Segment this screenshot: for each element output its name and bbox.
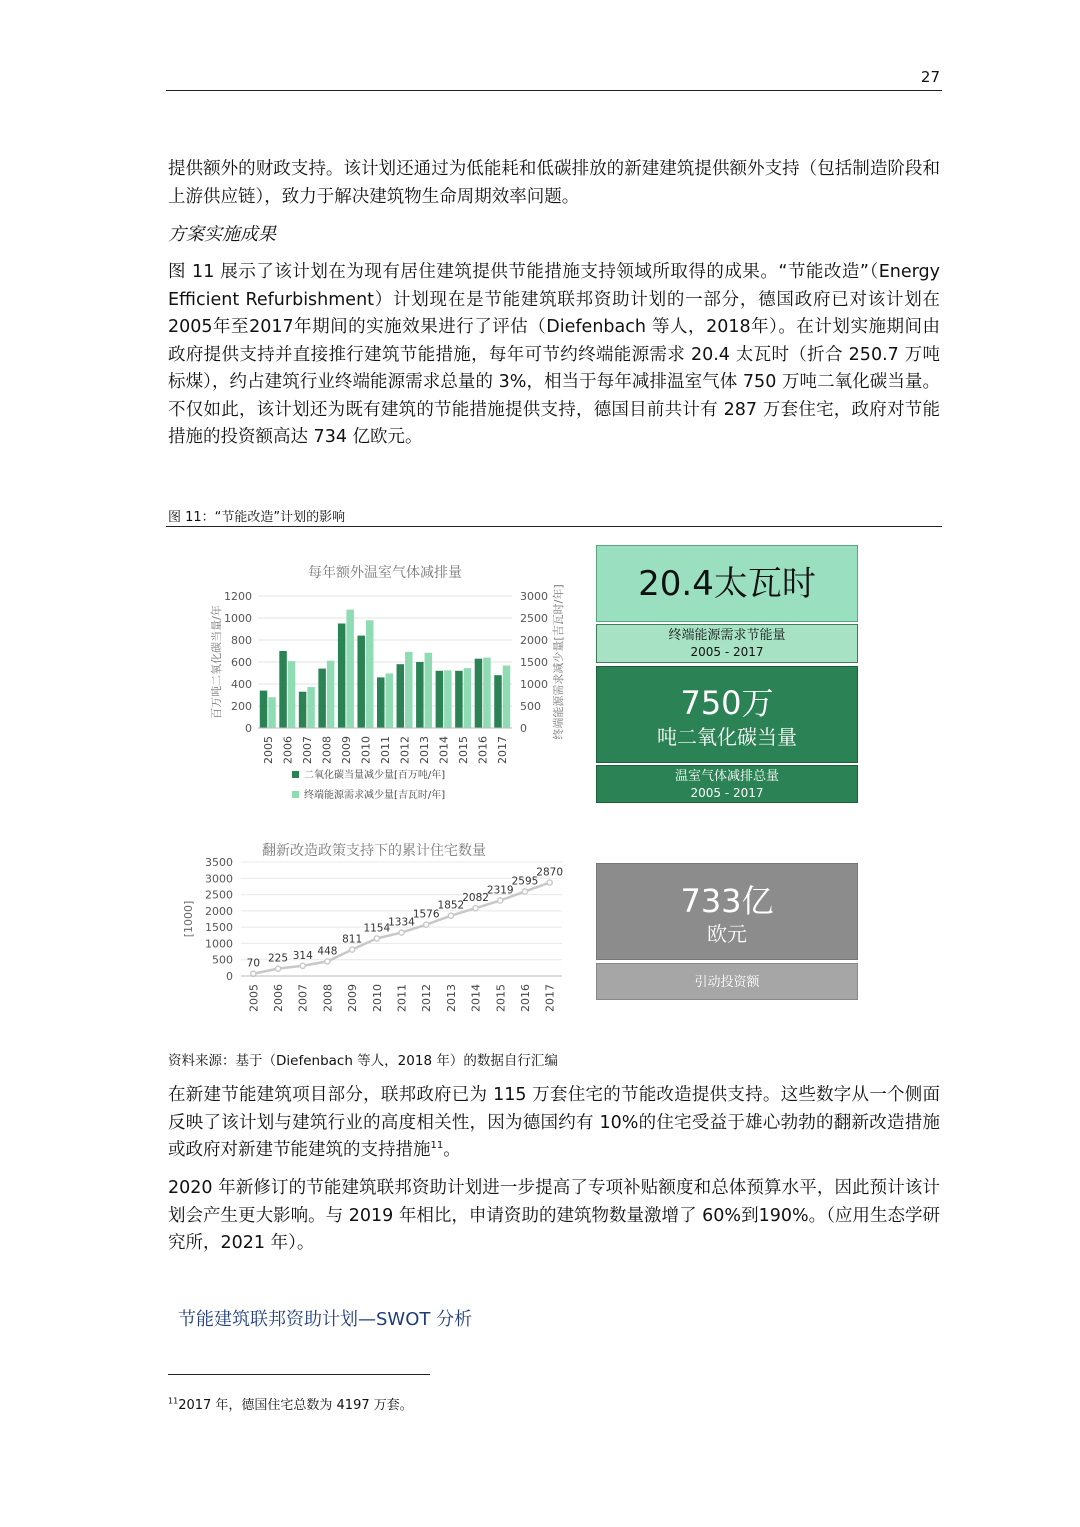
line-data-label: 2595	[511, 875, 539, 888]
kpi-invest-label-box	[596, 963, 858, 1000]
paragraph-new-buildings-end: 。	[443, 1140, 461, 1160]
paragraph-results: 图 11 展示了该计划在为现有居住建筑提供节能措施支持领域所取得的成果。“节能改造”（Energy Efficient Refurbishment）计划现在是节能建筑联邦资助计划的一部分，德国政府已对该计划在2005年至2017年期间的实施效果进行了评估（Diefenbach 等人，2018年）。在计划实施期间由政府提供支持并直接推行建筑节能措施，每年可节约终端能源需求 20.4 太瓦时（折合 250.7 万吨标煤），约占建筑行业终端能源需求总量的 3%，相当于每年减排温室气体 750 万吨二氧化碳当量。不仅如此，该计划还为既有建筑的节能措施提供支持，德国目前共计有 287 万套住宅，政府对节能措施的投资额高达 734 亿欧元。	[168, 262, 940, 447]
line-y-tick-label: 3000	[205, 872, 233, 886]
line-x-tick-label: 2014	[469, 984, 483, 1012]
bar-y-tick-label: 400	[231, 678, 252, 691]
subheading-results: 方案实施成果	[168, 224, 276, 245]
kpi-energy-value: 20.4太瓦时	[638, 564, 816, 604]
bar-y2-axis-label: 终端能源需求减少量[吉瓦时/年]	[552, 584, 565, 740]
line-y-tick-label: 1500	[205, 921, 233, 935]
bar-co2	[436, 671, 444, 728]
bar-energy	[366, 620, 374, 728]
bar-co2	[279, 651, 287, 728]
footnote-ref[interactable]: 11	[430, 1140, 444, 1152]
bar-x-tick-label: 2008	[320, 736, 334, 764]
line-x-tick-label: 2006	[272, 984, 286, 1012]
page-number: 27	[920, 68, 940, 86]
line-point	[275, 966, 280, 971]
line-data-label: 2319	[486, 884, 514, 897]
bar-x-tick-label: 2007	[300, 736, 314, 764]
line-chart	[182, 842, 563, 1012]
kpi-co2-box	[596, 666, 858, 763]
bar-energy	[405, 652, 413, 728]
line-x-tick-label: 2009	[346, 984, 360, 1012]
kpi-invest-label: 引动投资额	[694, 975, 760, 990]
line-x-tick-label: 2005	[247, 984, 261, 1012]
bar-y2-tick-label: 2500	[520, 612, 548, 625]
line-y-tick-label: 500	[212, 953, 233, 967]
line-chart-title: 翻新改造政策支持下的累计住宅数量	[262, 843, 486, 859]
line-x-tick-label: 2008	[321, 984, 335, 1012]
bar-y2-tick-label: 500	[520, 700, 541, 713]
bar-y-tick-label: 800	[231, 634, 252, 647]
line-x-tick-label: 2012	[420, 984, 434, 1012]
line-y-tick-label: 2500	[205, 888, 233, 902]
bar-co2	[397, 664, 405, 728]
line-y-axis-label: [1000]	[182, 900, 195, 938]
line-point	[300, 963, 305, 968]
line-data-label: 1334	[388, 916, 415, 929]
line-x-tick-label: 2010	[370, 984, 384, 1012]
bar-y-tick-label: 200	[231, 700, 252, 713]
bar-x-tick-label: 2015	[457, 736, 471, 764]
bar-y-tick-label: 0	[245, 722, 252, 735]
line-data-label: 1852	[437, 899, 465, 912]
line-point	[399, 930, 404, 935]
line-point	[350, 947, 355, 952]
line-x-tick-label: 2015	[494, 984, 508, 1012]
kpi-invest-box	[596, 863, 858, 960]
legend-label-energy: 终端能源需求减少量[吉瓦时/年]	[304, 790, 446, 801]
line-y-tick-label: 0	[226, 970, 233, 983]
bar-co2	[357, 636, 365, 728]
line-y-tick-label: 3500	[205, 856, 233, 869]
bar-energy	[327, 661, 335, 728]
bar-chart	[209, 564, 565, 801]
bar-energy	[346, 610, 354, 728]
kpi-invest-unit: 欧元	[707, 922, 747, 946]
kpi-co2-label-box	[596, 765, 858, 803]
bar-co2	[455, 671, 463, 728]
bar-co2	[299, 692, 307, 728]
bar-co2	[260, 691, 268, 728]
bar-x-tick-label: 2017	[496, 736, 510, 764]
bar-x-tick-label: 2014	[437, 736, 451, 764]
kpi-co2-label: 温室气体减排总量	[674, 769, 779, 784]
bar-y2-tick-label: 2000	[520, 634, 548, 647]
line-data-label: 811	[342, 933, 363, 946]
bar-energy	[425, 653, 433, 728]
bar-x-tick-label: 2009	[339, 736, 353, 764]
bar-co2	[416, 662, 424, 728]
line-data-label: 2870	[536, 866, 564, 879]
paragraph-new-buildings-text: 在新建节能建筑项目部分，联邦政府已为 115 万套住宅的节能改造提供支持。这些数字从一个侧面反映了该计划与建筑行业的高度相关性，因为德国约有 10%的住宅受益于雄心勃勃的翻新改造措施或政府对新建节能建筑的支持措施	[168, 1085, 940, 1160]
line-data-label: 70	[246, 957, 261, 970]
kpi-invest-value: 733亿	[680, 882, 774, 920]
line-x-tick-label: 2017	[543, 984, 557, 1012]
bar-co2	[318, 669, 326, 728]
bar-x-tick-label: 2012	[398, 736, 412, 764]
bar-y-tick-label: 1000	[224, 612, 252, 625]
bar-x-tick-label: 2010	[359, 736, 373, 764]
line-point	[374, 936, 379, 941]
bar-energy	[503, 666, 511, 728]
bar-co2	[338, 624, 346, 729]
bar-x-tick-label: 2011	[379, 736, 392, 764]
legend-swatch-energy	[292, 791, 299, 798]
legend-swatch-co2	[292, 771, 299, 778]
line-data-label: 2082	[462, 892, 489, 905]
footnote	[168, 1394, 413, 1413]
line-point	[498, 898, 503, 903]
paragraph-2020-revision: 2020 年新修订的节能建筑联邦资助计划进一步提高了专项补贴额度和总体预算水平，因此预计该计划会产生更大影响。与 2019 年相比，申请资助的建筑物数量激增了 60%到190%。（应用生态学研究所，2021 年）。	[168, 1178, 940, 1253]
kpi-energy-label: 终端能源需求节能量	[668, 628, 786, 643]
line-point	[325, 959, 330, 964]
line-data-label: 448	[317, 945, 338, 958]
bar-energy	[464, 668, 472, 728]
line-x-tick-label: 2007	[296, 984, 310, 1012]
bar-energy	[268, 697, 276, 728]
bar-y2-tick-label: 1000	[520, 678, 548, 691]
bar-x-tick-label: 2006	[281, 736, 295, 764]
bar-x-tick-label: 2005	[261, 736, 275, 764]
kpi-co2-value: 750万	[680, 684, 774, 722]
bar-y-tick-label: 1200	[224, 590, 252, 603]
line-data-label: 314	[292, 949, 313, 962]
line-point	[473, 906, 478, 911]
bar-y-tick-label: 600	[231, 656, 252, 669]
line-x-tick-label: 2016	[518, 984, 532, 1012]
kpi-energy-box	[596, 545, 858, 622]
legend-label-co2: 二氧化碳当量减少量[百万吨/年]	[304, 770, 446, 781]
bar-energy	[386, 673, 394, 728]
line-data-label: 225	[268, 952, 289, 965]
paragraph-new-buildings	[168, 1082, 940, 1165]
bar-co2	[377, 677, 385, 728]
bar-chart-title: 每年额外温室气体减排量	[308, 565, 462, 581]
bar-y2-tick-label: 1500	[520, 656, 548, 669]
kpi-co2-period: 2005 - 2017	[690, 786, 764, 800]
bar-energy	[444, 670, 452, 728]
line-y-tick-label: 2000	[205, 904, 233, 918]
kpi-energy-period: 2005 - 2017	[690, 645, 764, 659]
line-point	[547, 880, 552, 885]
footnote-rule	[168, 1374, 430, 1375]
line-point	[448, 913, 453, 918]
bar-energy	[483, 658, 491, 728]
line-point	[522, 889, 527, 894]
footnote-text: 2017 年，德国住宅总数为 4197 万套。	[178, 1398, 413, 1413]
line-data-label: 1154	[363, 922, 391, 935]
line-x-tick-label: 2011	[395, 984, 409, 1012]
source-note: 资料来源：基于（Diefenbach 等人，2018 年）的数据自行汇编	[168, 1053, 558, 1069]
line-point	[424, 922, 429, 927]
line-x-tick-label: 2013	[444, 984, 458, 1012]
figure-caption: 图 11：“节能改造”计划的影响	[168, 510, 346, 525]
kpi-energy-label-box	[596, 624, 858, 663]
kpi-co2-unit: 吨二氧化碳当量	[657, 725, 797, 749]
bar-y2-tick-label: 3000	[520, 590, 548, 603]
line-data-label: 1576	[412, 908, 440, 921]
bar-y2-tick-label: 0	[520, 722, 527, 735]
bar-co2	[475, 659, 483, 728]
bar-x-tick-label: 2016	[476, 736, 490, 764]
bar-energy	[288, 661, 296, 728]
bar-y-axis-label: 百万吨二氧化碳当量/年	[210, 605, 223, 719]
bar-energy	[307, 687, 315, 728]
line-y-tick-label: 1000	[205, 937, 233, 951]
section-heading-swot: 节能建筑联邦资助计划—SWOT 分析	[178, 1309, 473, 1330]
paragraph-funding: 提供额外的财政支持。该计划还通过为低能耗和低碳排放的新建建筑提供额外支持（包括制造阶段和上游供应链），致力于解决建筑物生命周期效率问题。	[168, 159, 940, 207]
bar-co2	[494, 675, 502, 728]
footnote-mark: 11	[168, 1396, 179, 1406]
bar-x-tick-label: 2013	[418, 736, 432, 764]
